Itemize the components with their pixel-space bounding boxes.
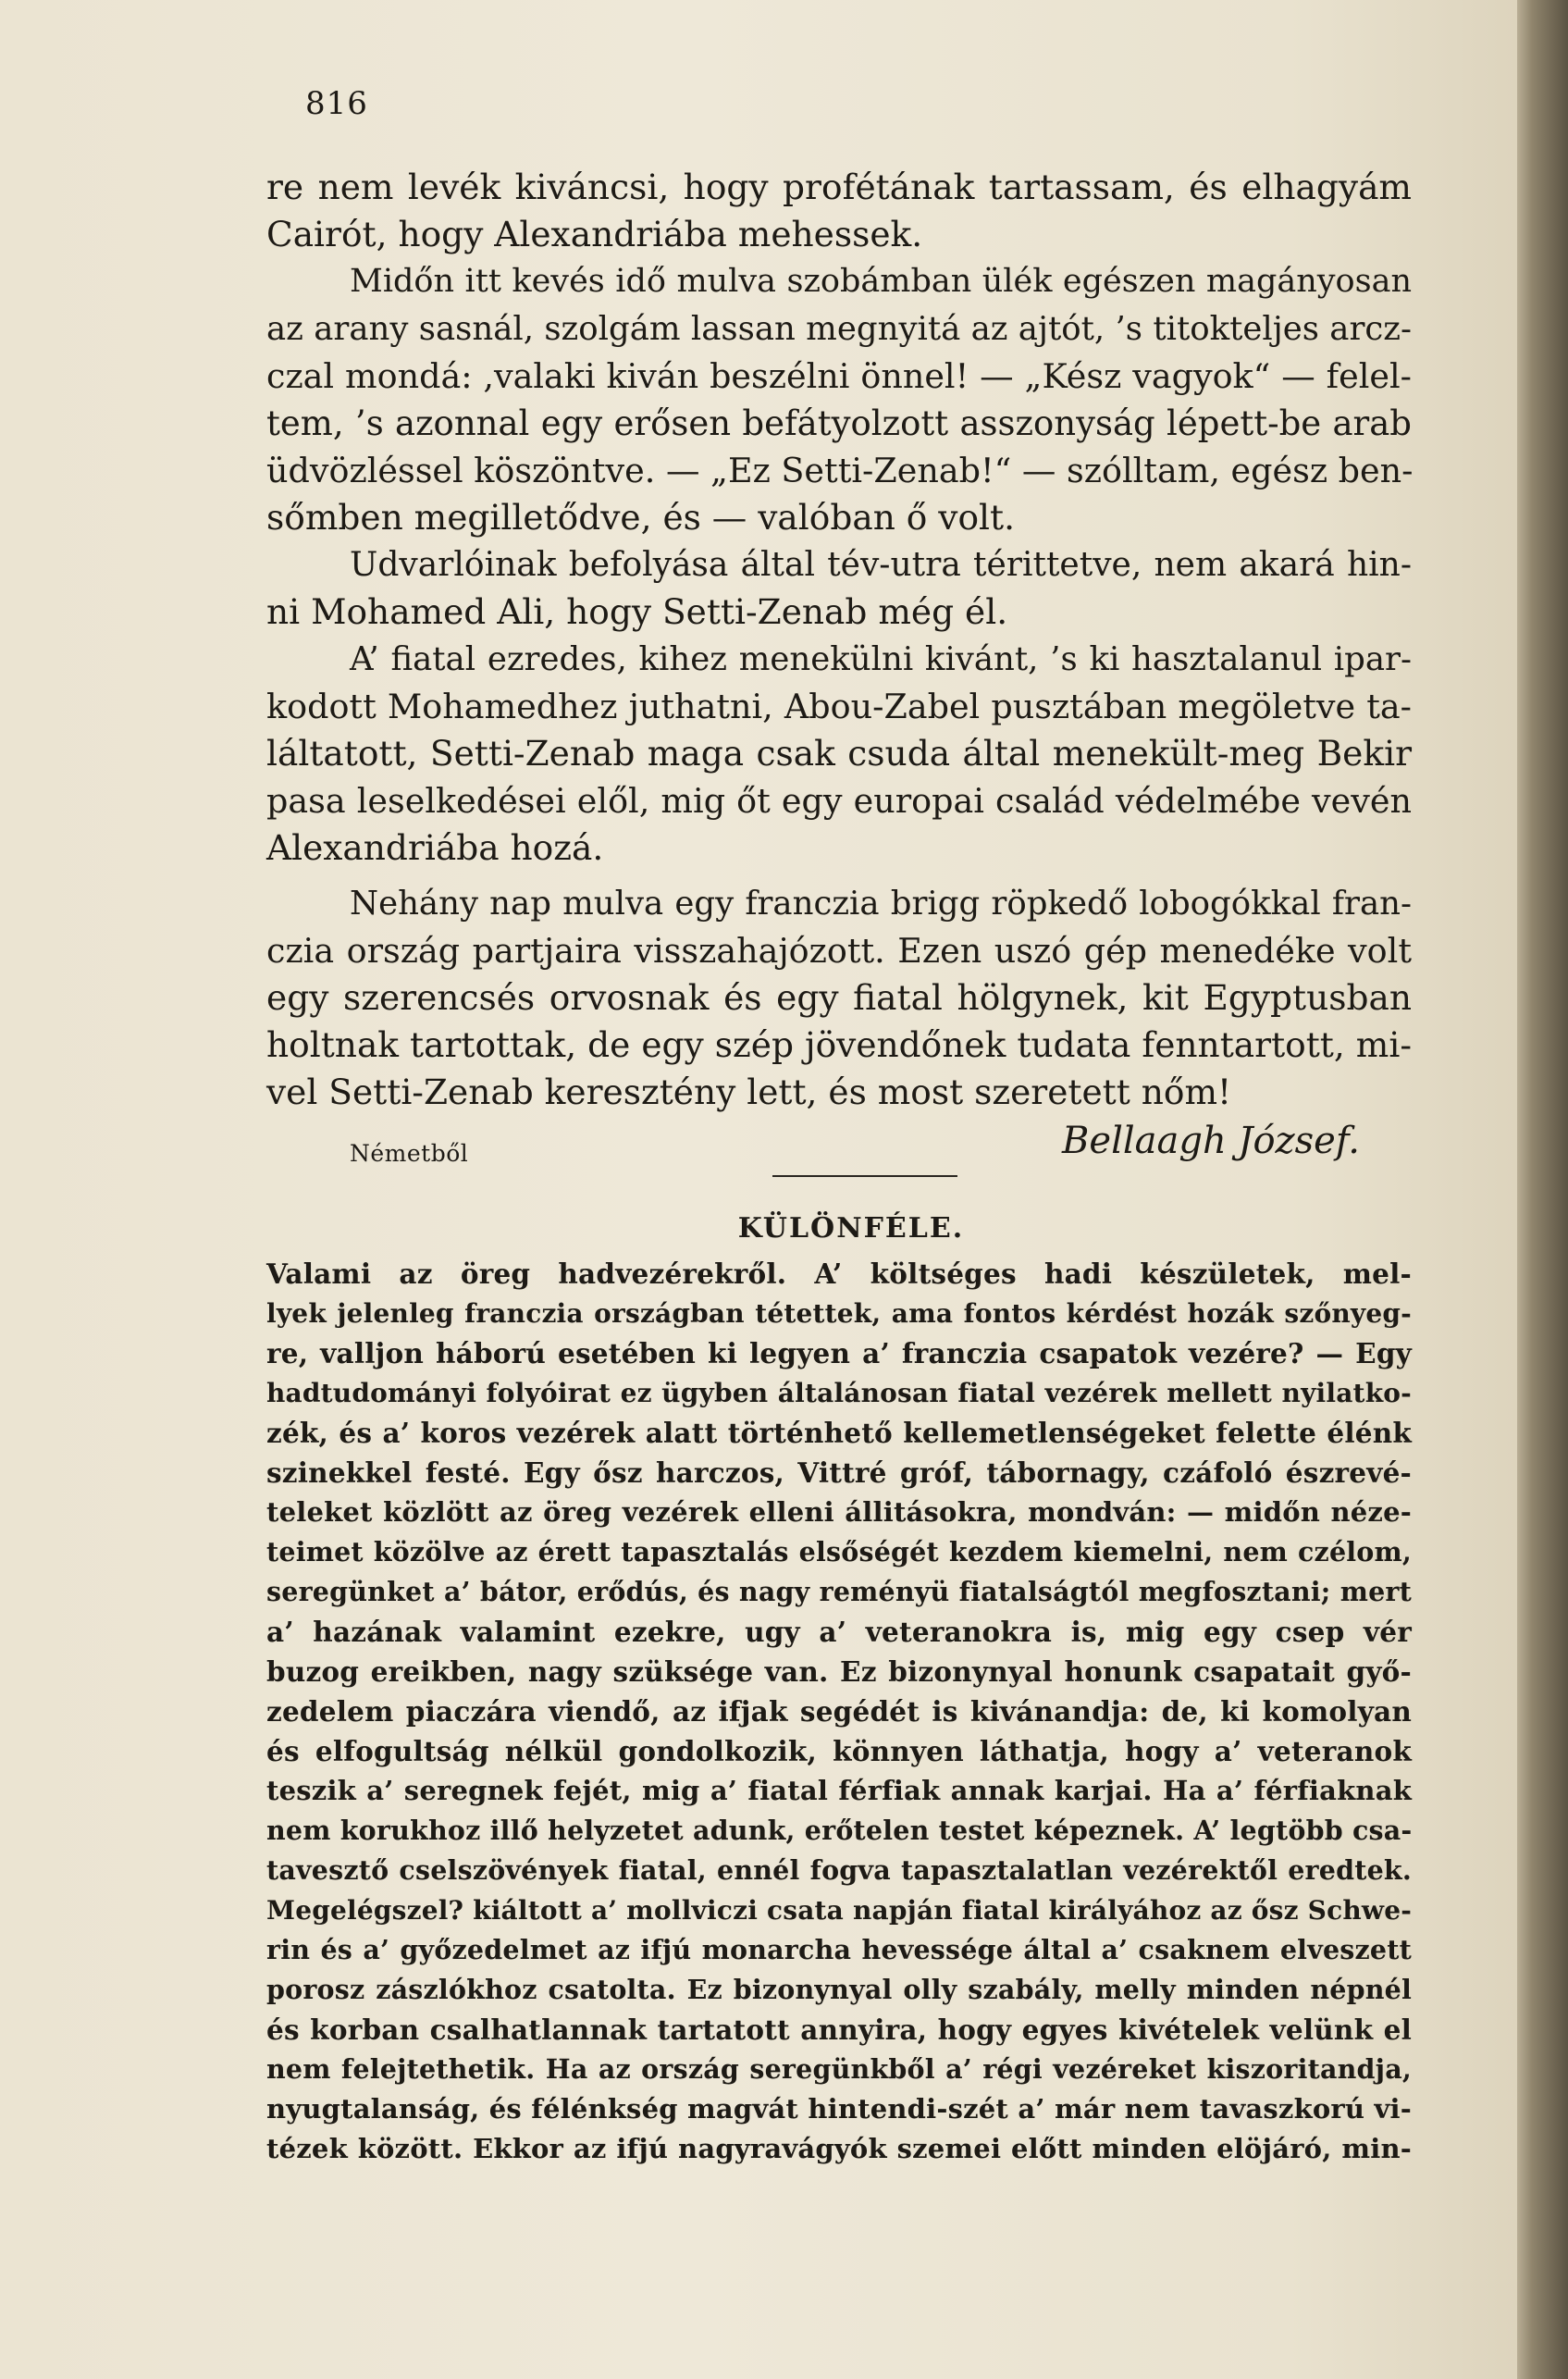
story-line: re nem levék kiváncsi, hogy profétának tartassam, és elhagyám (266, 167, 1412, 207)
misc-line: lyek jelenleg franczia országban tétettek, ama fontos kérdést hozák szőnyeg- (266, 1298, 1412, 1329)
misc-line: és elfogultság nélkül gondolkozik, könnyen láthatja, hogy a’ veteranok (266, 1735, 1412, 1767)
misc-line: rin és a’ győzedelmet az ifjú monarcha hevessége által a’ csaknem elveszett (266, 1934, 1412, 1965)
story-line: vel Setti-Zenab keresztény lett, és most szeretett nőm! (266, 1072, 1232, 1112)
story-line: tem, ’s azonnal egy erősen befátyolzott asszonyság lépett-be arab (266, 403, 1412, 443)
misc-line: porosz zászlókhoz csatolta. Ez bizonynyal olly szabály, melly minden népnél (266, 1974, 1412, 2005)
story-line: pasa leselkedései elől, mig őt egy europai család védelmébe vevén (266, 781, 1412, 821)
story-line: czal mondá: ,valaki kiván beszélni önnel! — „Kész vagyok“ — felel- (266, 356, 1412, 396)
story-line: Midőn itt kevés idő mulva szobámban ülék egészen magányosan (350, 263, 1412, 300)
section-heading: KÜLÖNFÉLE. (737, 1212, 965, 1245)
story-line: egy szerencsés orvosnak és egy fiatal hölgynek, kit Egyptusban (266, 977, 1412, 1018)
story-line: láltatott, Setti-Zenab maga csak csuda által menekült-meg Bekir (266, 733, 1412, 774)
misc-line: nem korukhoz illő helyzetet adunk, erőtelen testet képeznek. A’ legtöbb csa- (266, 1815, 1413, 1846)
story-line: Udvarlóinak befolyása által tév-utra térittetve, nem akará hin- (350, 546, 1412, 584)
misc-line: teleket közlött az öreg vezérek elleni állitásokra, mondván: — midőn néze- (266, 1496, 1412, 1528)
misc-line: teimet közölve az érett tapasztalás elsőségét kezdem kiemelni, nem czélom, (266, 1536, 1412, 1567)
story-line: kodott Mohamedhez juthatni, Abou-Zabel pusztában megöletve ta- (266, 687, 1412, 726)
misc-line: zedelem piaczára viendő, az ifjak segédét is kivánandja: de, ki komolyan (266, 1695, 1412, 1728)
misc-line: szinekkel festé. Egy ősz harczos, Vittré gróf, tábornagy, czáfoló észrevé- (266, 1456, 1412, 1489)
section-divider (772, 1175, 957, 1177)
page-number: 816 (305, 85, 368, 122)
book-spine-shadow (1517, 0, 1568, 2379)
misc-line: teszik a’ seregnek fejét, mig a’ fiatal férfiak annak karjai. Ha a’ férfiaknak (266, 1775, 1412, 1806)
story-line: üdvözléssel köszöntve. — „Ez Setti-Zenab!“ — szólltam, egész ben- (266, 451, 1414, 490)
misc-line: nyugtalanság, és félénkség magvát hintendi-szét a’ már nem tavaszkorú vi- (266, 2093, 1412, 2125)
misc-line: és korban csalhatlannak tartatott annyira, hogy egyes kivételek velünk el (266, 2013, 1412, 2046)
story-line: sőmben megilletődve, és — valóban ő volt. (266, 497, 1016, 538)
misc-line: re, valljon háború esetében ki legyen a’ franczia csapatok vezére? — Egy (266, 1337, 1412, 1369)
source-note: Németből (350, 1140, 469, 1167)
misc-line: tézek között. Ekkor az ifjú nagyravágyók szemei előtt minden elöjáró, min- (266, 2133, 1412, 2164)
story-line: Nehány nap mulva egy franczia brigg röpkedő lobogókkal fran- (350, 885, 1412, 923)
story-line: az arany sasnál, szolgám lassan megnyitá az ajtót, ’s titokteljes arcz- (266, 310, 1412, 348)
story-line: A’ fiatal ezredes, kihez menekülni kivánt, ’s ki hasztalanul ipar- (350, 640, 1412, 678)
story-line: Alexandriába hozá. (266, 827, 604, 868)
misc-line: Valami az öreg hadvezérekről. A’ költséges hadi készületek, mel- (266, 1258, 1412, 1290)
story-line: czia ország partjaira visszahajózott. Ezen uszó gép menedéke volt (266, 931, 1412, 971)
story-line: holtnak tartottak, de egy szép jövendőnek tudata fenntartott, mi- (266, 1024, 1412, 1065)
story-line: ni Mohamed Ali, hogy Setti-Zenab még él. (266, 591, 1008, 632)
misc-line: zék, és a’ koros vezérek alatt történhető kellemetlenségeket felette élénk (266, 1417, 1412, 1449)
author-signature: Bellaagh József. (1062, 1120, 1360, 1162)
misc-line: seregünket a’ bátor, erődús, és nagy reményü fiatalságtól megfosztani; mert (266, 1576, 1412, 1607)
misc-line: nem felejtethetik. Ha az ország seregünkből a’ régi vezéreket kiszoritandja, (266, 2053, 1412, 2085)
misc-line: buzog ereikben, nagy szüksége van. Ez bizonynyal honunk csapatait győ- (266, 1655, 1412, 1688)
misc-line: hadtudományi folyóirat ez ügyben általánosan fiatal vezérek mellett nyilatko- (266, 1378, 1412, 1408)
story-line: Cairót, hogy Alexandriába mehessek. (266, 214, 923, 254)
misc-line: a’ hazának valamint ezekre, ugy a’ veteranokra is, mig egy csep vér (266, 1616, 1412, 1648)
misc-line: tavesztő cselszövények fiatal, ennél fogva tapasztalatlan vezérektől eredtek. (266, 1854, 1412, 1886)
misc-line: Megelégszel? kiáltott a’ mollviczi csata napján fiatal királyához az ősz Schwe- (266, 1895, 1413, 1926)
